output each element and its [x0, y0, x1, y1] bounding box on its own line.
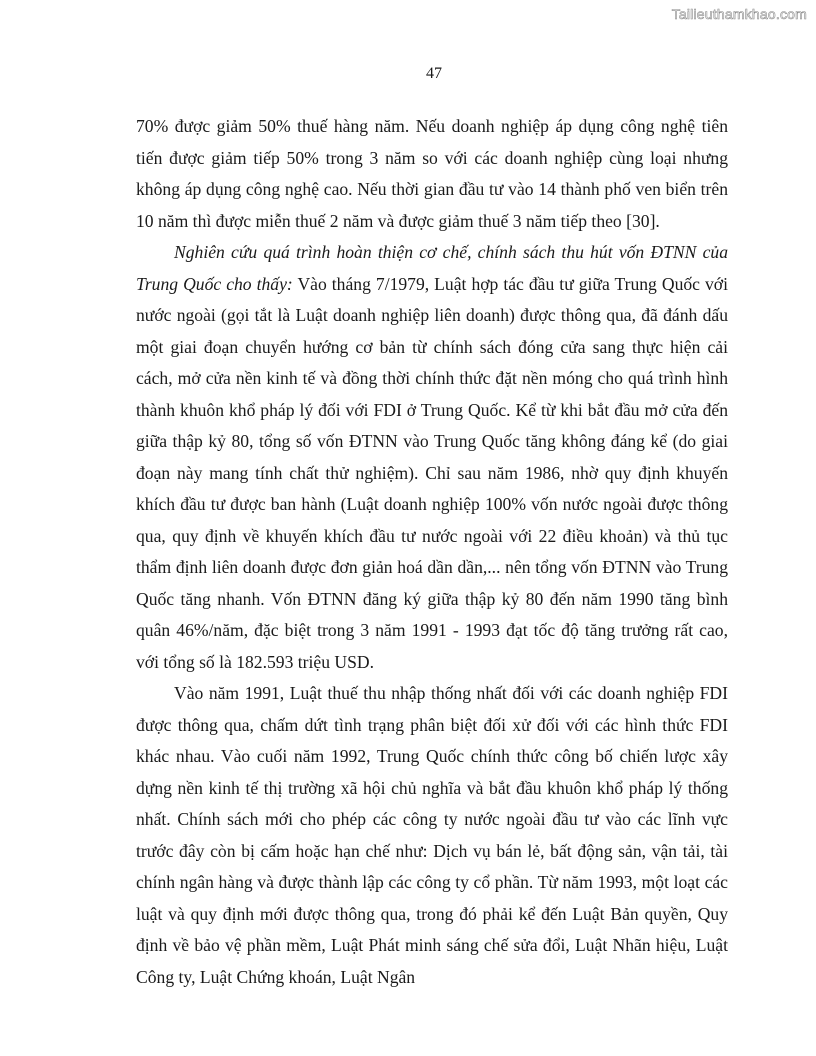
- paragraph-3: [136, 678, 728, 993]
- page-number: 47: [426, 65, 442, 82]
- paragraph-3-text: Vào năm 1991, Luật thuế thu nhập thống nhất đối với các doanh nghiệp FDI được thông qua, chấm dứt tình trạng phân biệt đối xử đối với các hình thức FDI khác nhau. Vào cuối năm 1992, Trung Quốc chính thức công bố chiến lược xây dựng nền kinh tế thị trường xã hội chủ nghĩa và bắt đầu khuôn khổ pháp lý thống nhất. Chính sách mới cho phép các công ty nước ngoài đầu tư vào các lĩnh vực trước đây còn bị cấm hoặc hạn chế như: Dịch vụ bán lẻ, bất động sản, vận tải, tài chính ngân hàng và được thành lập các công ty cổ phần. Từ năm 1993, một loạt các luật và quy định mới được thông qua, trong đó phải kể đến Luật Bản quyền, Quy định về bảo vệ phần mềm, Luật Phát minh sáng chế sửa đổi, Luật Nhãn hiệu, Luật Công ty, Luật Chứng khoán, Luật Ngân: [136, 683, 728, 987]
- paragraph-1: [136, 111, 728, 237]
- paragraph-1-text: 70% được giảm 50% thuế hàng năm. Nếu doanh nghiệp áp dụng công nghệ tiên tiến được giảm tiếp 50% trong 3 năm so với các doanh nghiệp cùng loại nhưng không áp dụng công nghệ cao. Nếu thời gian đầu tư vào 14 thành phố ven biển trên 10 năm thì được miễn thuế 2 năm và được giảm thuế 3 năm tiếp theo [30].: [136, 116, 728, 231]
- paragraph-2: [136, 237, 728, 678]
- paragraph-2-italic-lead: Nghiên cứu quá trình hoàn thiện cơ chế, chính sách thu hút vốn ĐTNN của Trung Quốc cho thấy:: [136, 242, 728, 294]
- paragraph-2-text: Vào tháng 7/1979, Luật hợp tác đầu tư giữa Trung Quốc với nước ngoài (gọi tắt là Luật doanh nghiệp liên doanh) được thông qua, đã đánh dấu một giai đoạn chuyển hướng cơ bản từ chính sách đóng cửa sang thực hiện cải cách, mở cửa nền kinh tế và đồng thời chính thức đặt nền móng cho quá trình hình thành khuôn khổ pháp lý đối với FDI ở Trung Quốc. Kể từ khi bắt đầu mở cửa đến giữa thập kỷ 80, tổng số vốn ĐTNN vào Trung Quốc tăng không đáng kể (do giai đoạn này mang tính chất thử nghiệm). Chỉ sau năm 1986, nhờ quy định khuyến khích đầu tư được ban hành (Luật doanh nghiệp 100% vốn nước ngoài được thông qua, quy định về khuyến khích đầu tư nước ngoài với 22 điều khoản) và thủ tục thẩm định liên doanh được đơn giản hoá dần dần,... nên tổng vốn ĐTNN vào Trung Quốc tăng nhanh. Vốn ĐTNN đăng ký giữa thập kỷ 80 đến năm 1990 tăng bình quân 46%/năm, đặc biệt trong 3 năm 1991 - 1993 đạt tốc độ tăng trưởng rất cao, với tổng số là 182.593 triệu USD.: [136, 273, 728, 672]
- document-body: [136, 111, 728, 993]
- watermark: Tailieuthamkhao.com: [671, 6, 807, 22]
